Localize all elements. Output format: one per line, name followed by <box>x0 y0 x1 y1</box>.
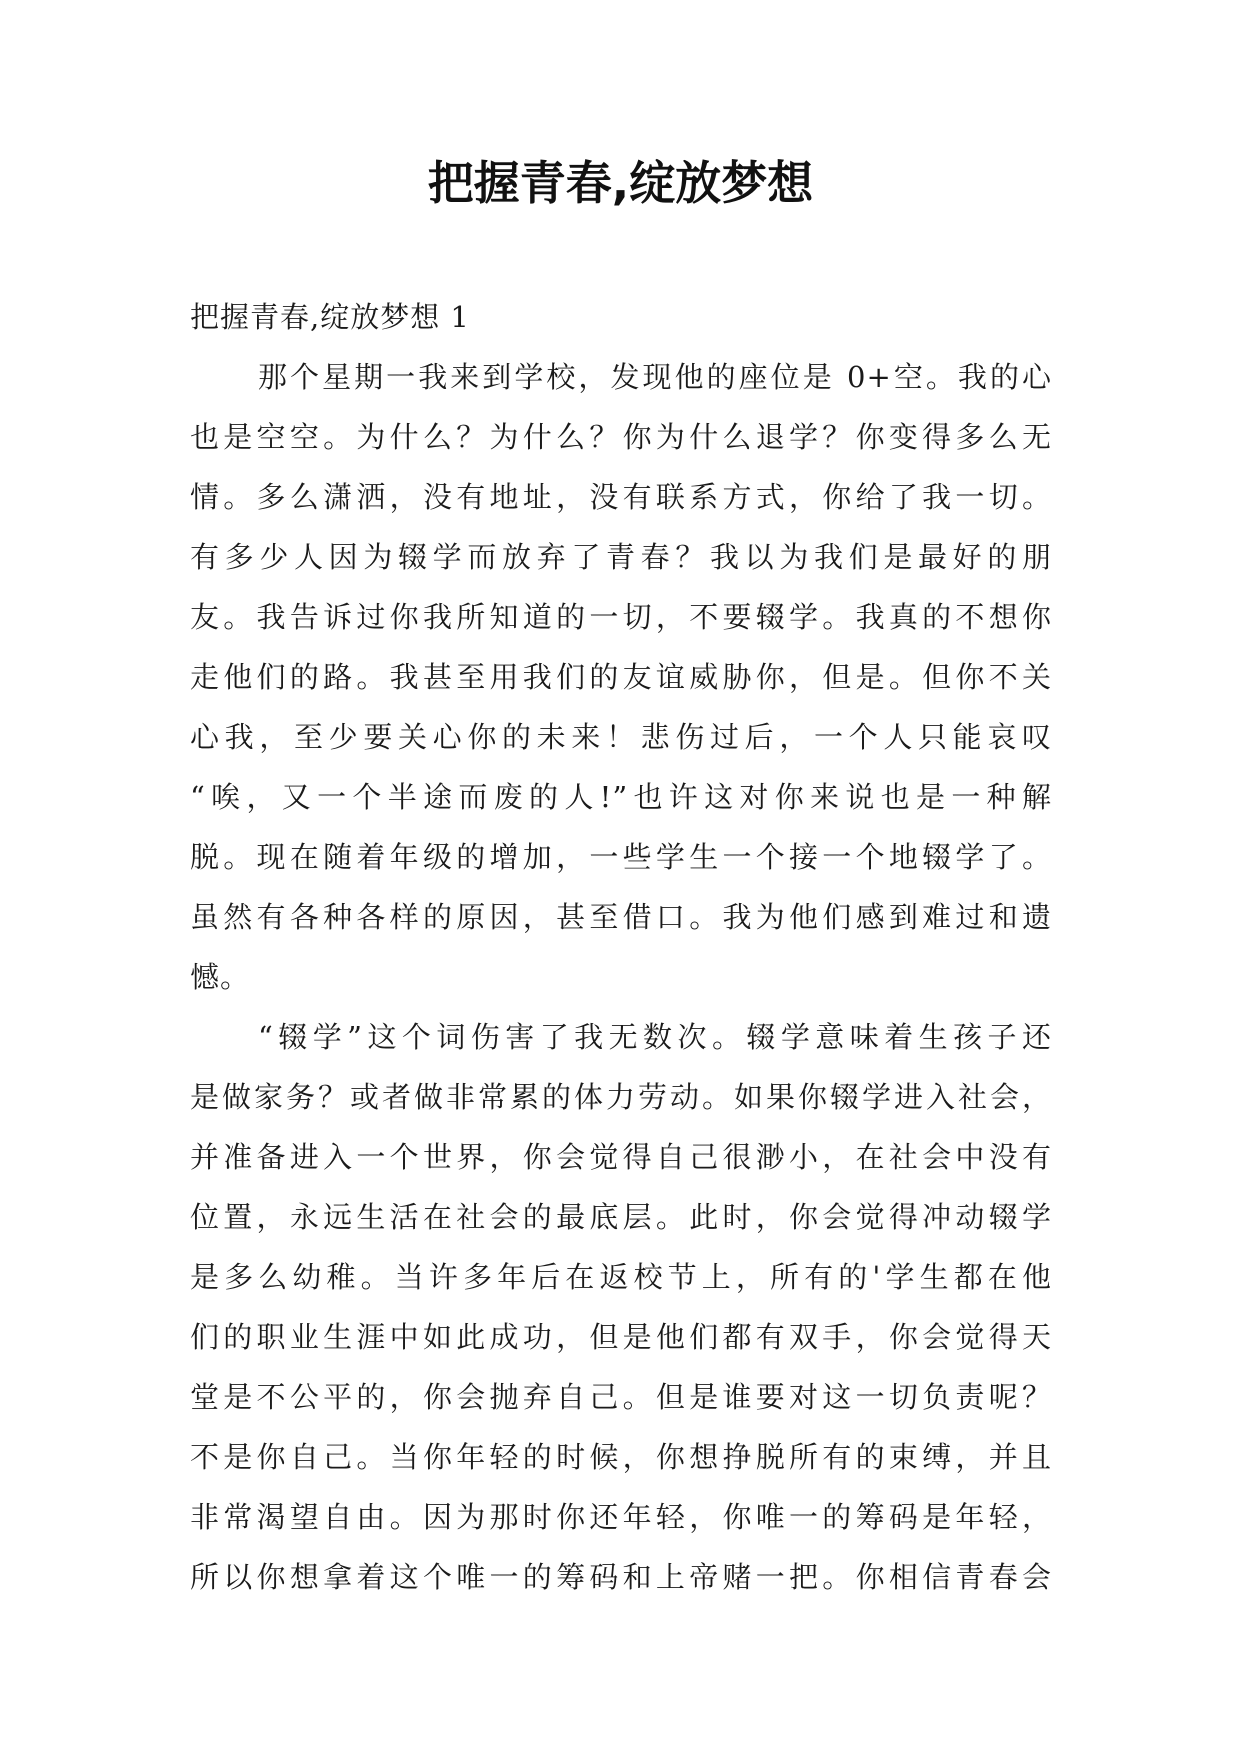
document-title: 把握青春,绽放梦想 <box>427 156 814 210</box>
text-line: 脱。现在随着年级的增加，一些学生一个接一个地辍学了。 <box>190 840 1052 874</box>
document-body <box>190 287 1052 1607</box>
paragraph-2 <box>190 1007 1052 1607</box>
paragraph-1 <box>190 347 1052 1007</box>
text-line: 是做家务？或者做非常累的体力劳动。如果你辍学进入社会， <box>190 1080 1052 1114</box>
text-line: 虽然有各种各样的原因，甚至借口。我为他们感到难过和遗 <box>190 900 1052 934</box>
text-line: 心我，至少要关心你的未来！悲伤过后，一个人只能哀叹 <box>190 720 1052 754</box>
text-line: 走他们的路。我甚至用我们的友谊威胁你，但是。但你不关 <box>190 660 1052 694</box>
text-line: 有多少人因为辍学而放弃了青春？我以为我们是最好的朋 <box>190 540 1052 574</box>
text-line: 是多么幼稚。当许多年后在返校节上，所有的'学生都在他 <box>190 1260 1052 1294</box>
text-line: 情。多么潇洒，没有地址，没有联系方式，你给了我一切。 <box>190 480 1052 514</box>
text-line: 憾。 <box>190 960 251 994</box>
text-line: “唉，又一个半途而废的人!”也许这对你来说也是一种解 <box>190 780 1052 814</box>
text-line: 们的职业生涯中如此成功，但是他们都有双手，你会觉得天 <box>190 1320 1052 1354</box>
text-line: 非常渴望自由。因为那时你还年轻，你唯一的筹码是年轻， <box>190 1500 1052 1534</box>
text-line: 也是空空。为什么？为什么？你为什么退学？你变得多么无 <box>190 420 1052 454</box>
text-line: 并准备进入一个世界，你会觉得自己很渺小，在社会中没有 <box>190 1140 1052 1174</box>
text-line: 堂是不公平的，你会抛弃自己。但是谁要对这一切负责呢？ <box>190 1380 1052 1414</box>
text-line: 那个星期一我来到学校，发现他的座位是 0+空。我的心 <box>258 360 1052 394</box>
text-line: 所以你想拿着这个唯一的筹码和上帝赌一把。你相信青春会 <box>190 1560 1052 1594</box>
text-line: “辍学”这个词伤害了我无数次。辍学意味着生孩子还 <box>258 1020 1052 1054</box>
section-heading: 把握青春,绽放梦想 1 <box>190 300 470 334</box>
text-line: 友。我告诉过你我所知道的一切，不要辍学。我真的不想你 <box>190 600 1052 634</box>
text-line: 位置，永远生活在社会的最底层。此时，你会觉得冲动辍学 <box>190 1200 1052 1234</box>
text-line: 不是你自己。当你年轻的时候，你想挣脱所有的束缚，并且 <box>190 1440 1052 1474</box>
